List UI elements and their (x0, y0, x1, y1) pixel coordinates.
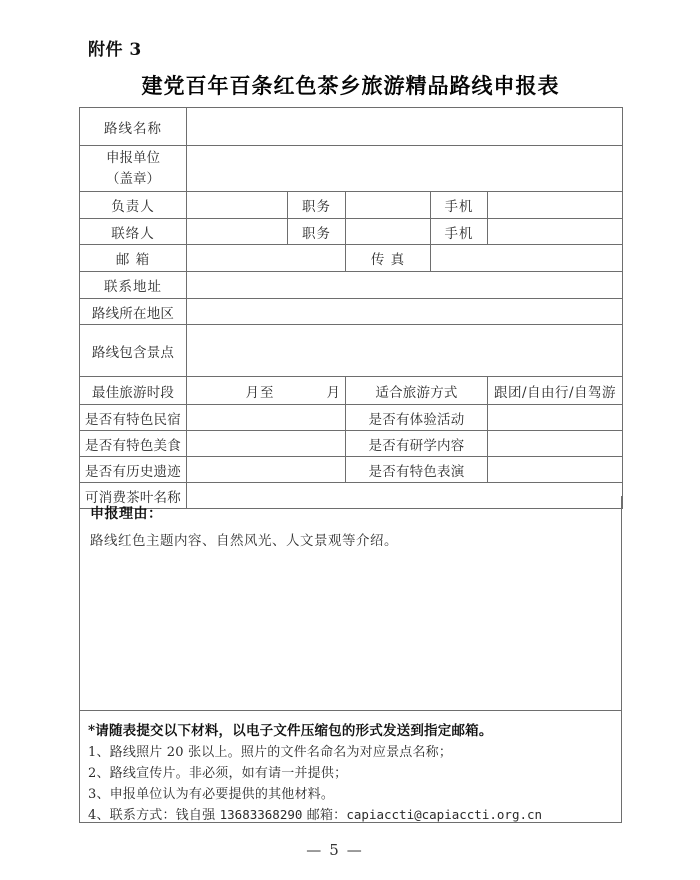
contact-person-position-value[interactable] (346, 219, 431, 245)
email-label: 邮 箱 (80, 245, 187, 272)
page-number-footer (0, 841, 700, 859)
address-label: 联系地址 (80, 272, 187, 299)
historic-label: 是否有历史遗迹 (80, 457, 187, 483)
travel-mode-label: 适合旅游方式 (346, 377, 488, 405)
table-row-route-name (80, 108, 623, 146)
study-content-value[interactable] (488, 431, 623, 457)
applicant-unit-label (80, 146, 187, 192)
route-spots-value[interactable] (187, 325, 623, 377)
historic-value[interactable] (187, 457, 346, 483)
table-row-historic (80, 457, 623, 483)
performance-label: 是否有特色表演 (346, 457, 488, 483)
contact-person-position-label: 职务 (288, 219, 346, 245)
contact-prefix: 4、联系方式：钱自强 (88, 808, 216, 824)
fax-value[interactable] (431, 245, 623, 272)
footer-dash-right: — (346, 841, 364, 859)
application-reason-description: 路线红色主题内容、自然风光、人文景观等介绍。 (90, 533, 398, 549)
submission-note-item: 1、路线照片 20 张以上。照片的文件名命名为对应景点名称； (88, 745, 453, 760)
contact-person-mobile-value[interactable] (488, 219, 623, 245)
table-row-email (80, 245, 623, 272)
applicant-unit-label-line1: 申报单位 (106, 150, 160, 167)
contact-phone: 13683368290 (219, 807, 303, 823)
cuisine-label: 是否有特色美食 (80, 431, 187, 457)
person-in-charge-value[interactable] (187, 192, 288, 219)
table-row-best-season (80, 377, 623, 405)
cuisine-value[interactable] (187, 431, 346, 457)
application-reason-section[interactable] (79, 496, 622, 711)
performance-value[interactable] (488, 457, 623, 483)
study-content-label: 是否有研学内容 (346, 431, 488, 457)
submission-contact-line (88, 805, 611, 826)
email-value[interactable] (187, 245, 346, 272)
submission-note-item: 3、申报单位认为有必要提供的其他材料。 (88, 787, 335, 803)
table-row-route-region (80, 299, 623, 325)
route-region-value[interactable] (187, 299, 623, 325)
best-season-month-to: 月 (326, 384, 341, 401)
applicant-unit-value[interactable] (187, 146, 623, 192)
table-row-person-in-charge (80, 192, 623, 219)
contact-email: capiaccti@capiaccti.org.cn (346, 807, 543, 823)
route-name-label: 路线名称 (80, 108, 187, 146)
submission-notes-section (79, 711, 622, 823)
homestay-label: 是否有特色民宿 (80, 405, 187, 431)
application-reason-title: 申报理由： (90, 506, 163, 522)
address-value[interactable] (187, 272, 623, 299)
contact-person-mobile-label: 手机 (431, 219, 488, 245)
travel-mode-value[interactable]: 跟团/自由行/自驾游 (488, 377, 623, 405)
person-in-charge-mobile-label: 手机 (431, 192, 488, 219)
route-region-label: 路线所在地区 (80, 299, 187, 325)
table-row-cuisine (80, 431, 623, 457)
table-row-route-spots (80, 325, 623, 377)
best-season-value[interactable] (187, 377, 346, 405)
best-season-label: 最佳旅游时段 (80, 377, 187, 405)
contact-person-label: 联络人 (80, 219, 187, 245)
contact-person-value[interactable] (187, 219, 288, 245)
submission-note-item: 2、路线宣传片。非必须，如有请一并提供； (88, 766, 348, 782)
footer-page-number: 5 (329, 841, 341, 859)
tea-name-label: 可消费茶叶名称 (80, 483, 187, 509)
person-in-charge-mobile-value[interactable] (488, 192, 623, 219)
applicant-unit-label-line2: （盖章） (106, 170, 160, 187)
table-row-address (80, 272, 623, 299)
table-row-contact-person (80, 219, 623, 245)
table-row-applicant-unit (80, 146, 623, 192)
contact-email-label: 邮箱： (306, 808, 347, 824)
application-form-table (79, 107, 623, 509)
homestay-value[interactable] (187, 405, 346, 431)
attachment-label: 附件 3 (88, 40, 142, 60)
page-title: 建党百年百条红色茶乡旅游精品路线申报表 (141, 73, 560, 98)
person-in-charge-position-label: 职务 (288, 192, 346, 219)
experience-activity-value[interactable] (488, 405, 623, 431)
footer-dash-left: — (306, 841, 324, 859)
submission-notes-title: *请随表提交以下材料，以电子文件压缩包的形式发送到指定邮箱。 (88, 723, 493, 739)
best-season-month-from: 月至 (245, 384, 275, 401)
route-spots-label: 路线包含景点 (80, 325, 187, 377)
person-in-charge-position-value[interactable] (346, 192, 431, 219)
experience-activity-label: 是否有体验活动 (346, 405, 488, 431)
route-name-value[interactable] (187, 108, 623, 146)
person-in-charge-label: 负责人 (80, 192, 187, 219)
table-row-homestay (80, 405, 623, 431)
fax-label: 传 真 (346, 245, 431, 272)
